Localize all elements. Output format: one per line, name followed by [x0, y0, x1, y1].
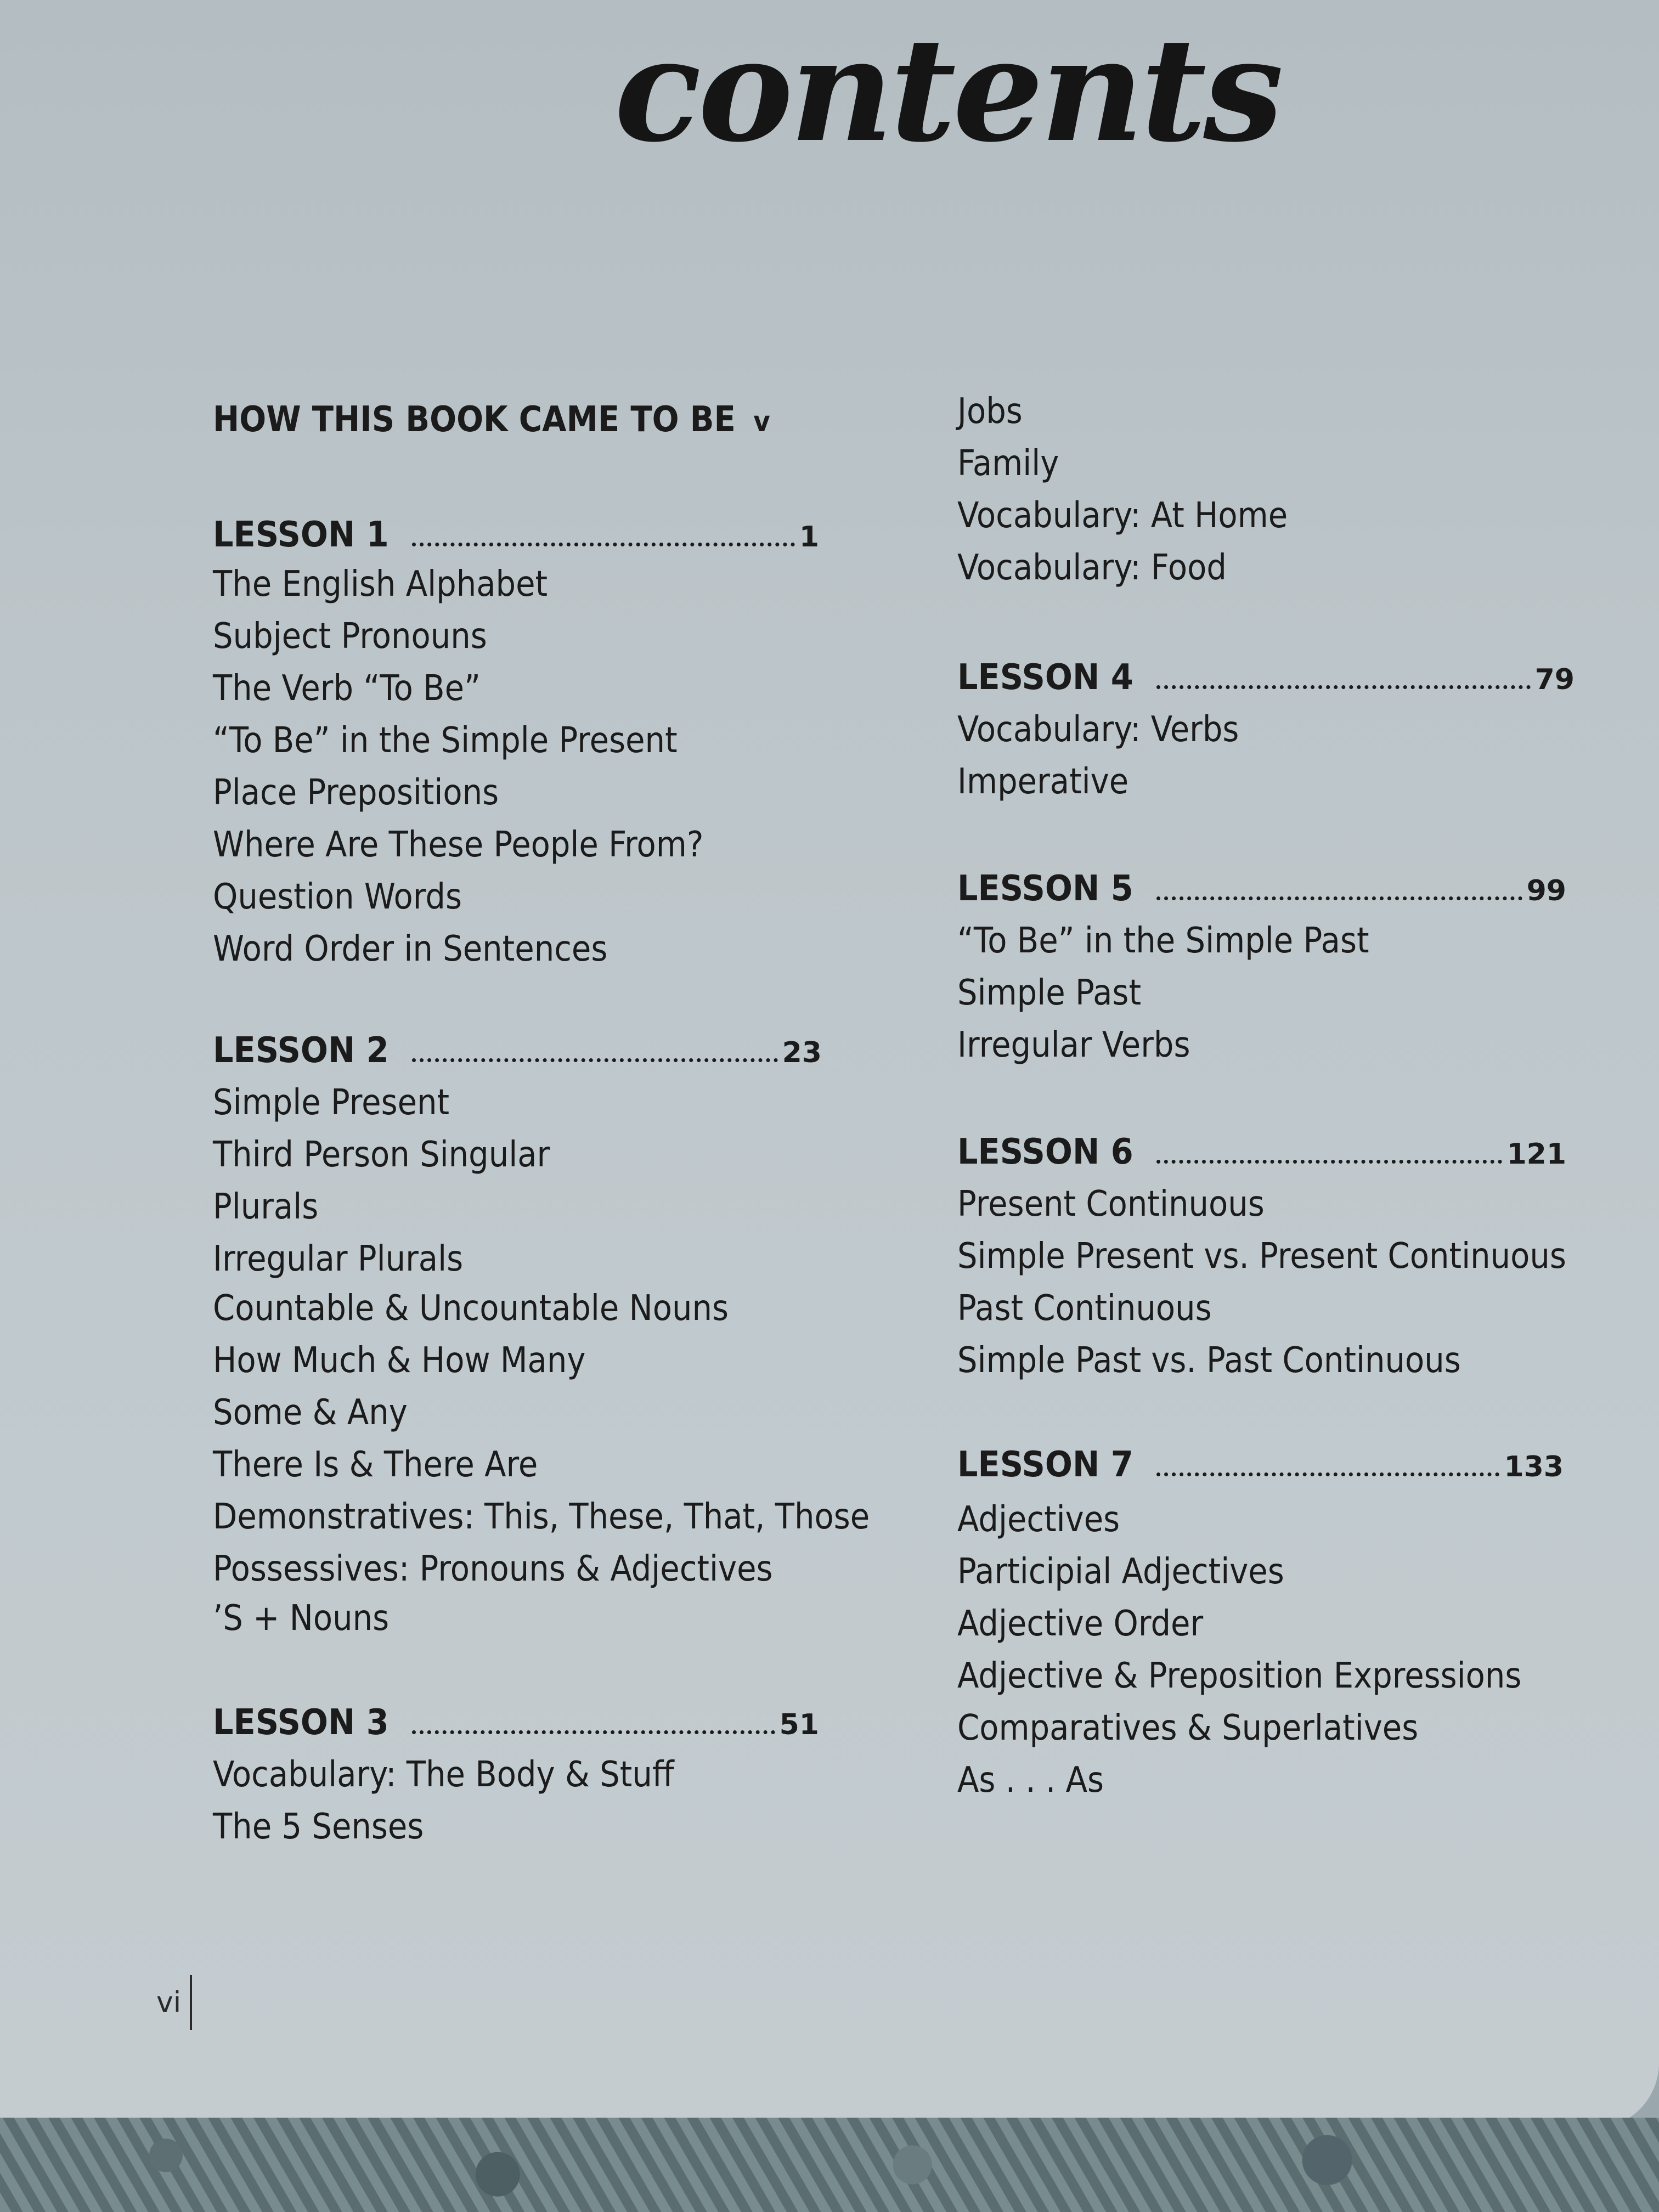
topic-item: Word Order in Sentences [213, 929, 608, 969]
topic-item: “To Be” in the Simple Past [957, 921, 1369, 961]
topic-item: Irregular Plurals [213, 1239, 464, 1279]
lesson-label: LESSON 4 [957, 657, 1133, 698]
dot-leader [412, 543, 795, 546]
topic-item: Possessives: Pronouns & Adjectives [213, 1549, 773, 1589]
page-number [156, 1975, 192, 2030]
topic-item: Plurals [213, 1187, 319, 1227]
topic-item: Family [957, 443, 1059, 484]
dot-leader [1156, 1160, 1503, 1164]
lesson-label: LESSON 3 [213, 1702, 389, 1743]
topic-item: Where Are These People From? [213, 825, 704, 865]
lesson-label: LESSON 7 [957, 1444, 1133, 1485]
topic-item: The English Alphabet [213, 564, 548, 605]
topic-item: Adjective & Preposition Expressions [957, 1656, 1522, 1696]
lesson-label: LESSON 1 [213, 515, 389, 555]
topic-item: Question Words [213, 877, 462, 917]
lesson-3-heading [213, 1698, 819, 1747]
lesson-label: LESSON 2 [213, 1030, 389, 1071]
topic-item: Present Continuous [957, 1184, 1265, 1224]
topic-item: Adjective Order [957, 1604, 1204, 1644]
lesson-6-heading [957, 1127, 1566, 1177]
topic-item: Simple Present vs. Present Continuous [957, 1236, 1566, 1277]
topic-item: Simple Past vs. Past Continuous [957, 1340, 1461, 1381]
topic-item: Participial Adjectives [957, 1551, 1284, 1592]
intro-label: HOW THIS BOOK CAME TO BE [213, 399, 736, 440]
background-fabric [0, 2118, 1659, 2212]
lesson-page: 79 [1534, 663, 1575, 696]
dot-leader [1156, 1472, 1500, 1476]
topic-item: There Is & There Are [213, 1444, 538, 1485]
topic-item: “To Be” in the Simple Present [213, 720, 678, 761]
topic-item: Past Continuous [957, 1288, 1212, 1329]
lesson-page: 121 [1506, 1138, 1566, 1171]
topic-item: Vocabulary: The Body & Stuff [213, 1754, 674, 1795]
topic-item: Demonstratives: This, These, That, Those [213, 1497, 870, 1537]
lesson-page: 99 [1526, 874, 1566, 907]
dot-leader [412, 1058, 778, 1062]
topic-item: Vocabulary: At Home [957, 495, 1288, 536]
lesson-label: LESSON 5 [957, 868, 1133, 909]
topic-item: ’S + Nouns [213, 1598, 390, 1639]
dot-leader [1156, 896, 1522, 900]
lesson-5-heading [957, 864, 1566, 913]
topic-item: Countable & Uncountable Nouns [213, 1288, 729, 1329]
topic-item: Comparatives & Superlatives [957, 1708, 1419, 1748]
lesson-label: LESSON 6 [957, 1132, 1133, 1172]
dot-leader [1156, 685, 1531, 689]
lesson-1-heading [213, 510, 819, 560]
topic-item: Irregular Verbs [957, 1025, 1190, 1065]
topic-item: Vocabulary: Verbs [957, 709, 1239, 750]
lesson-page: 23 [782, 1036, 822, 1069]
page-title: contents [614, 7, 1280, 174]
topic-item: Vocabulary: Food [957, 548, 1227, 588]
topic-item: Place Prepositions [213, 772, 499, 813]
topic-item: Simple Past [957, 973, 1142, 1013]
topic-item: Jobs [957, 391, 1023, 432]
lesson-page: 51 [779, 1708, 819, 1741]
topic-item: The 5 Senses [213, 1807, 424, 1847]
lesson-page: 133 [1504, 1451, 1564, 1483]
lesson-7-heading [957, 1440, 1564, 1489]
folio-rule [190, 1975, 192, 2030]
page-number-text: vi [156, 1986, 182, 2019]
topic-item: How Much & How Many [213, 1340, 586, 1381]
topic-item: As . . . As [957, 1760, 1104, 1801]
topic-item: Third Person Singular [213, 1135, 550, 1175]
topic-item: The Verb “To Be” [213, 668, 481, 709]
dot-leader [412, 1730, 775, 1734]
topic-item: Subject Pronouns [213, 616, 487, 657]
topic-item: Some & Any [213, 1392, 408, 1433]
topic-item: Adjectives [957, 1499, 1120, 1540]
intro-page: v [753, 405, 770, 438]
toc-intro-entry [213, 395, 770, 447]
lesson-4-heading [957, 653, 1575, 702]
topic-item: Simple Present [213, 1082, 450, 1123]
topic-item: Imperative [957, 761, 1129, 802]
lesson-2-heading [213, 1026, 822, 1075]
lesson-page: 1 [799, 521, 819, 554]
